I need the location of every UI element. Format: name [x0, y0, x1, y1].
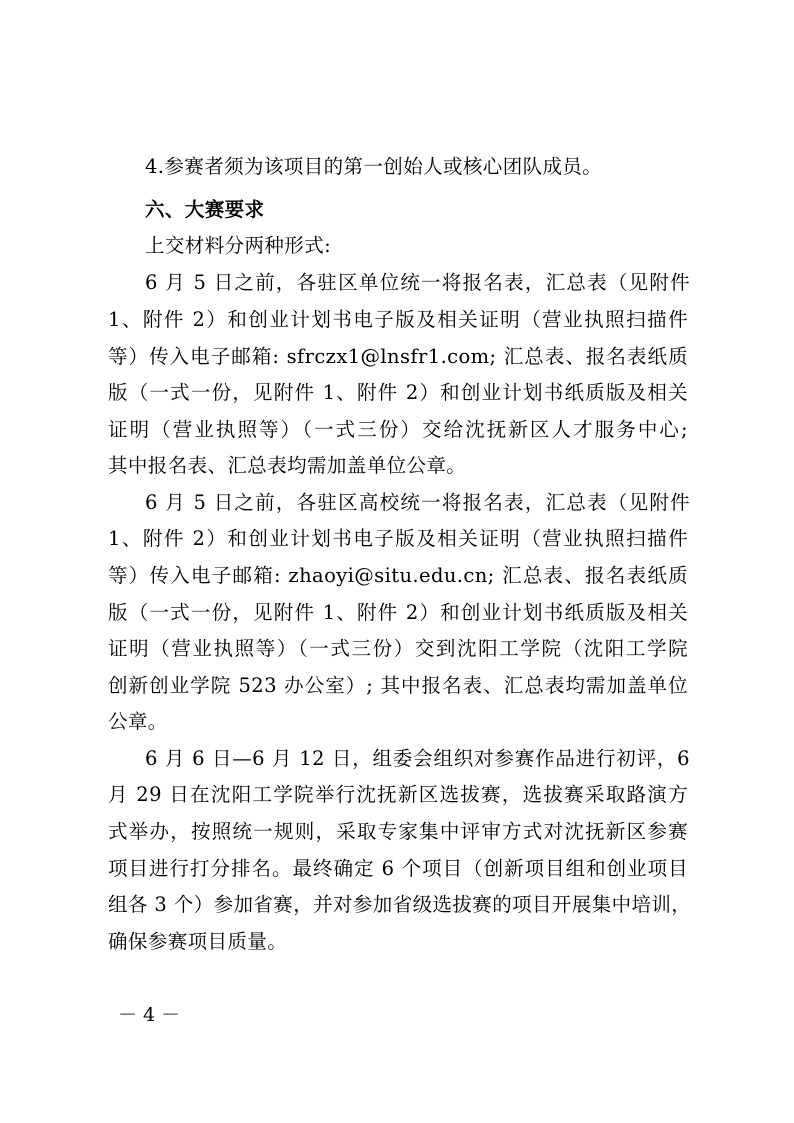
paragraph-intro: 上交材料分两种形式: [145, 234, 332, 257]
paragraph-schedule-line-4: 项目进行打分排名。最终确定 6 个项目（创新项目组和创业项目 [108, 857, 688, 880]
paragraph-schedule-line-3: 式举办，按照统一规则，采取专家集中评审方式对沈抚新区参赛 [108, 820, 688, 843]
section-heading: 六、大赛要求 [145, 198, 265, 221]
paragraph-universities-line-2: 1、附件 2）和创业计划书电子版及相关证明（营业执照扫描件 [108, 527, 688, 550]
paragraph-universities-line-6: 创新创业学院 523 办公室）; 其中报名表、汇总表均需加盖单位 [108, 674, 688, 697]
paragraph-schedule-line-1: 6 月 6 日—6 月 12 日，组委会组织对参赛作品进行初评，6 [145, 747, 690, 770]
paragraph-schedule-line-5: 组各 3 个）参加省赛，并对参加省级选拔赛的项目开展集中培训， [108, 893, 692, 916]
paragraph-schedule-line-2: 月 29 日在沈阳工学院举行沈抚新区选拔赛，选拔赛采取路演方 [108, 783, 688, 806]
paragraph-universities-line-1: 6 月 5 日之前，各驻区高校统一将报名表，汇总表（见附件 [145, 491, 690, 514]
paragraph-universities-line-7: 公章。 [108, 710, 168, 733]
paragraph-universities-line-5: 证明（营业执照等）（一式三份）交到沈阳工学院（沈阳工学院 [108, 637, 688, 660]
paragraph-requirement-4: 4.参赛者须为该项目的第一创始人或核心团队成员。 [145, 155, 603, 178]
paragraph-schedule-line-6: 确保参赛项目质量。 [108, 930, 288, 953]
paragraph-units-line-2: 1、附件 2）和创业计划书电子版及相关证明（营业执照扫描件 [108, 308, 688, 331]
paragraph-universities-line-3: 等）传入电子邮箱: zhaoyi@situ.edu.cn; 汇总表、报名表纸质 [108, 564, 688, 587]
paragraph-units-line-4: 版（一式一份，见附件 1、附件 2）和创业计划书纸质版及相关 [108, 381, 688, 404]
paragraph-units-line-6: 其中报名表、汇总表均需加盖单位公章。 [108, 454, 467, 477]
paragraph-universities-line-4: 版（一式一份，见附件 1、附件 2）和创业计划书纸质版及相关 [108, 601, 688, 624]
paragraph-units-line-3: 等）传入电子邮箱: sfrczx1@lnsfr1.com; 汇总表、报名表纸质 [108, 345, 688, 368]
page-number: － 4 － [118, 1004, 181, 1026]
paragraph-units-line-1: 6 月 5 日之前，各驻区单位统一将报名表，汇总表（见附件 [145, 271, 690, 294]
paragraph-units-line-5: 证明（营业执照等）（一式三份）交给沈抚新区人才服务中心; [108, 418, 688, 441]
